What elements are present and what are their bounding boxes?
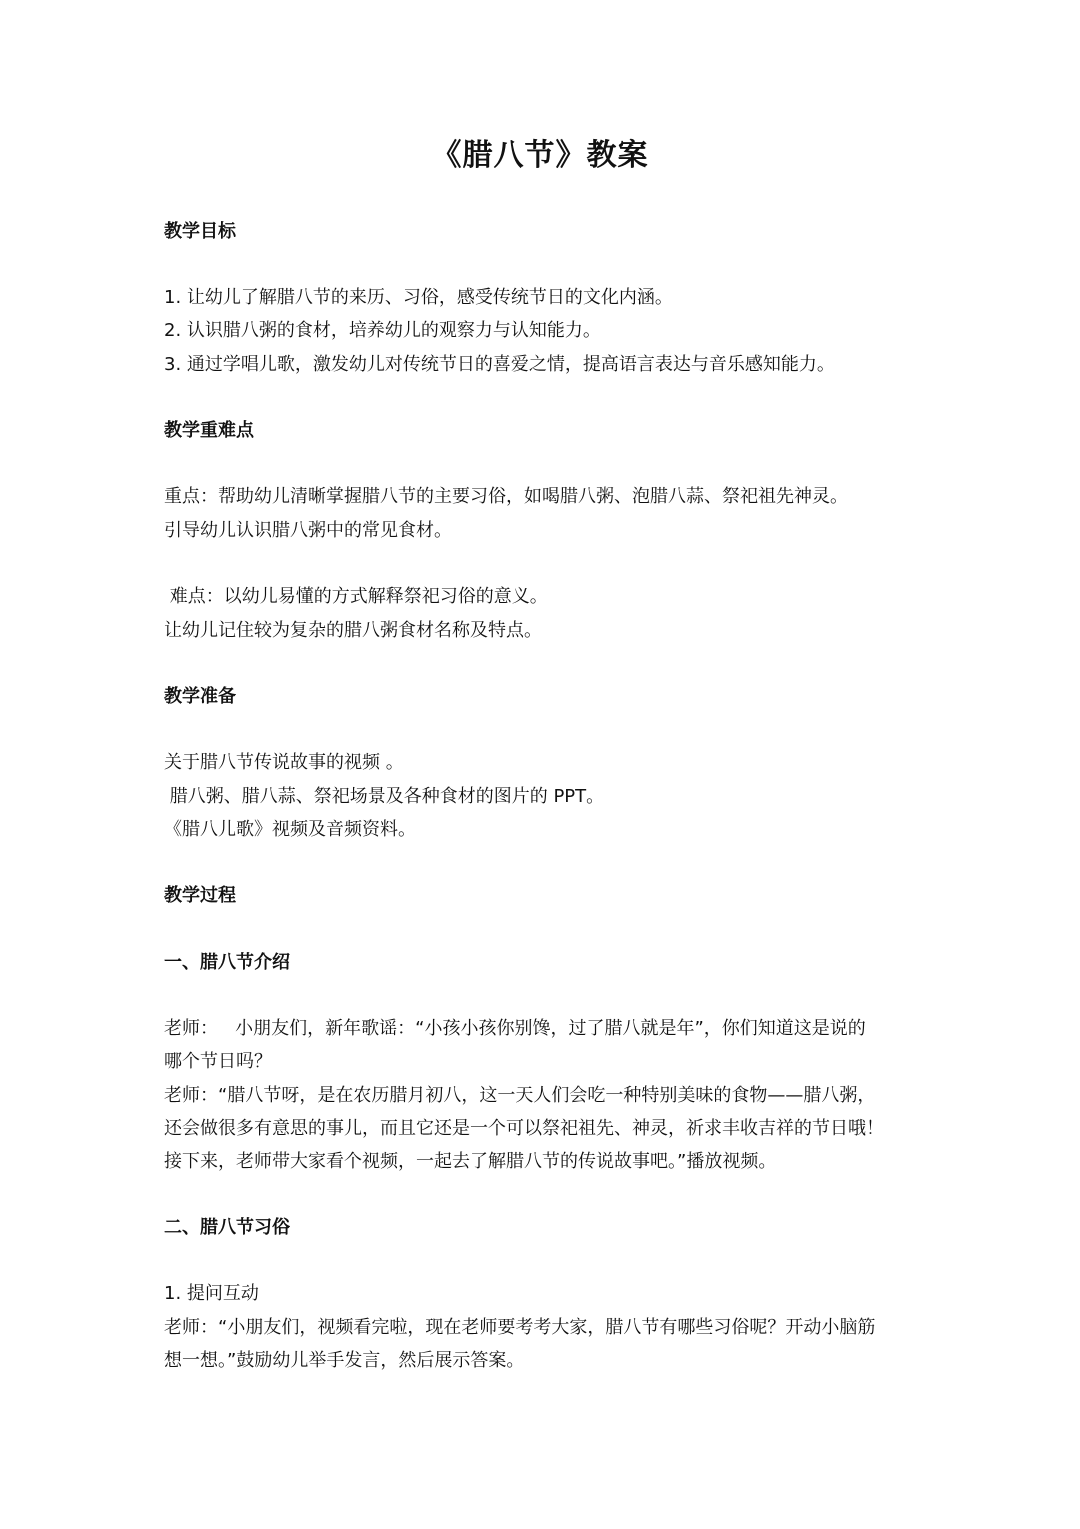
goals-heading: 教学目标 [164, 221, 236, 242]
preparation-heading: 教学准备 [164, 686, 236, 707]
section2-heading: 二、腊八节习俗 [164, 1217, 290, 1238]
preparation-item: 腊八粥、腊八蒜、祭祀场景及各种食材的图片的 PPT。 [164, 786, 605, 807]
section1-line: 还会做很多有意思的事儿，而且它还是一个可以祭祀祖先、神灵，祈求丰收吉祥的节日哦！ [164, 1118, 884, 1139]
process-heading: 教学过程 [164, 885, 236, 906]
section1-heading: 一、腊八节介绍 [164, 952, 290, 973]
difficult-point-line: 难点：以幼儿易懂的方式解释祭祀习俗的意义。 [164, 586, 548, 607]
key-point-line: 引导幼儿认识腊八粥中的常见食材。 [164, 520, 452, 541]
section2-line: 老师：“小朋友们，视频看完啦，现在老师要考考大家，腊八节有哪些习俗呢？开动小脑筋 [164, 1317, 876, 1338]
section2-line: 想一想。”鼓励幼儿举手发言，然后展示答案。 [164, 1350, 525, 1371]
key-point-line: 重点：帮助幼儿清晰掌握腊八节的主要习俗，如喝腊八粥、泡腊八蒜、祭祀祖先神灵。 [164, 486, 848, 507]
section1-line: 接下来，老师带大家看个视频，一起去了解腊八节的传说故事吧。”播放视频。 [164, 1151, 777, 1172]
key-points-heading: 教学重难点 [164, 420, 254, 441]
document-title: 《腊八节》教案 [431, 138, 649, 173]
goal-item: 2. 认识腊八粥的食材，培养幼儿的观察力与认知能力。 [164, 320, 601, 341]
preparation-item: 《腊八儿歌》视频及音频资料。 [164, 819, 416, 840]
section2-sub1-heading: 1. 提问互动 [164, 1283, 259, 1304]
preparation-item: 关于腊八节传说故事的视频 。 [164, 752, 404, 773]
difficult-point-line: 让幼儿记住较为复杂的腊八粥食材名称及特点。 [164, 620, 542, 641]
goal-item: 1. 让幼儿了解腊八节的来历、习俗，感受传统节日的文化内涵。 [164, 287, 673, 308]
goal-item: 3. 通过学唱儿歌，激发幼儿对传统节日的喜爱之情，提高语言表达与音乐感知能力。 [164, 354, 835, 375]
section1-line: 哪个节日吗？ [164, 1051, 272, 1072]
section1-line: 老师：“腊八节呀，是在农历腊月初八，这一天人们会吃一种特别美味的食物——腊八粥， [164, 1085, 876, 1106]
section1-line: 老师： 小朋友们，新年歌谣：“小孩小孩你别馋，过了腊八就是年”，你们知道这是说的 [164, 1018, 866, 1039]
